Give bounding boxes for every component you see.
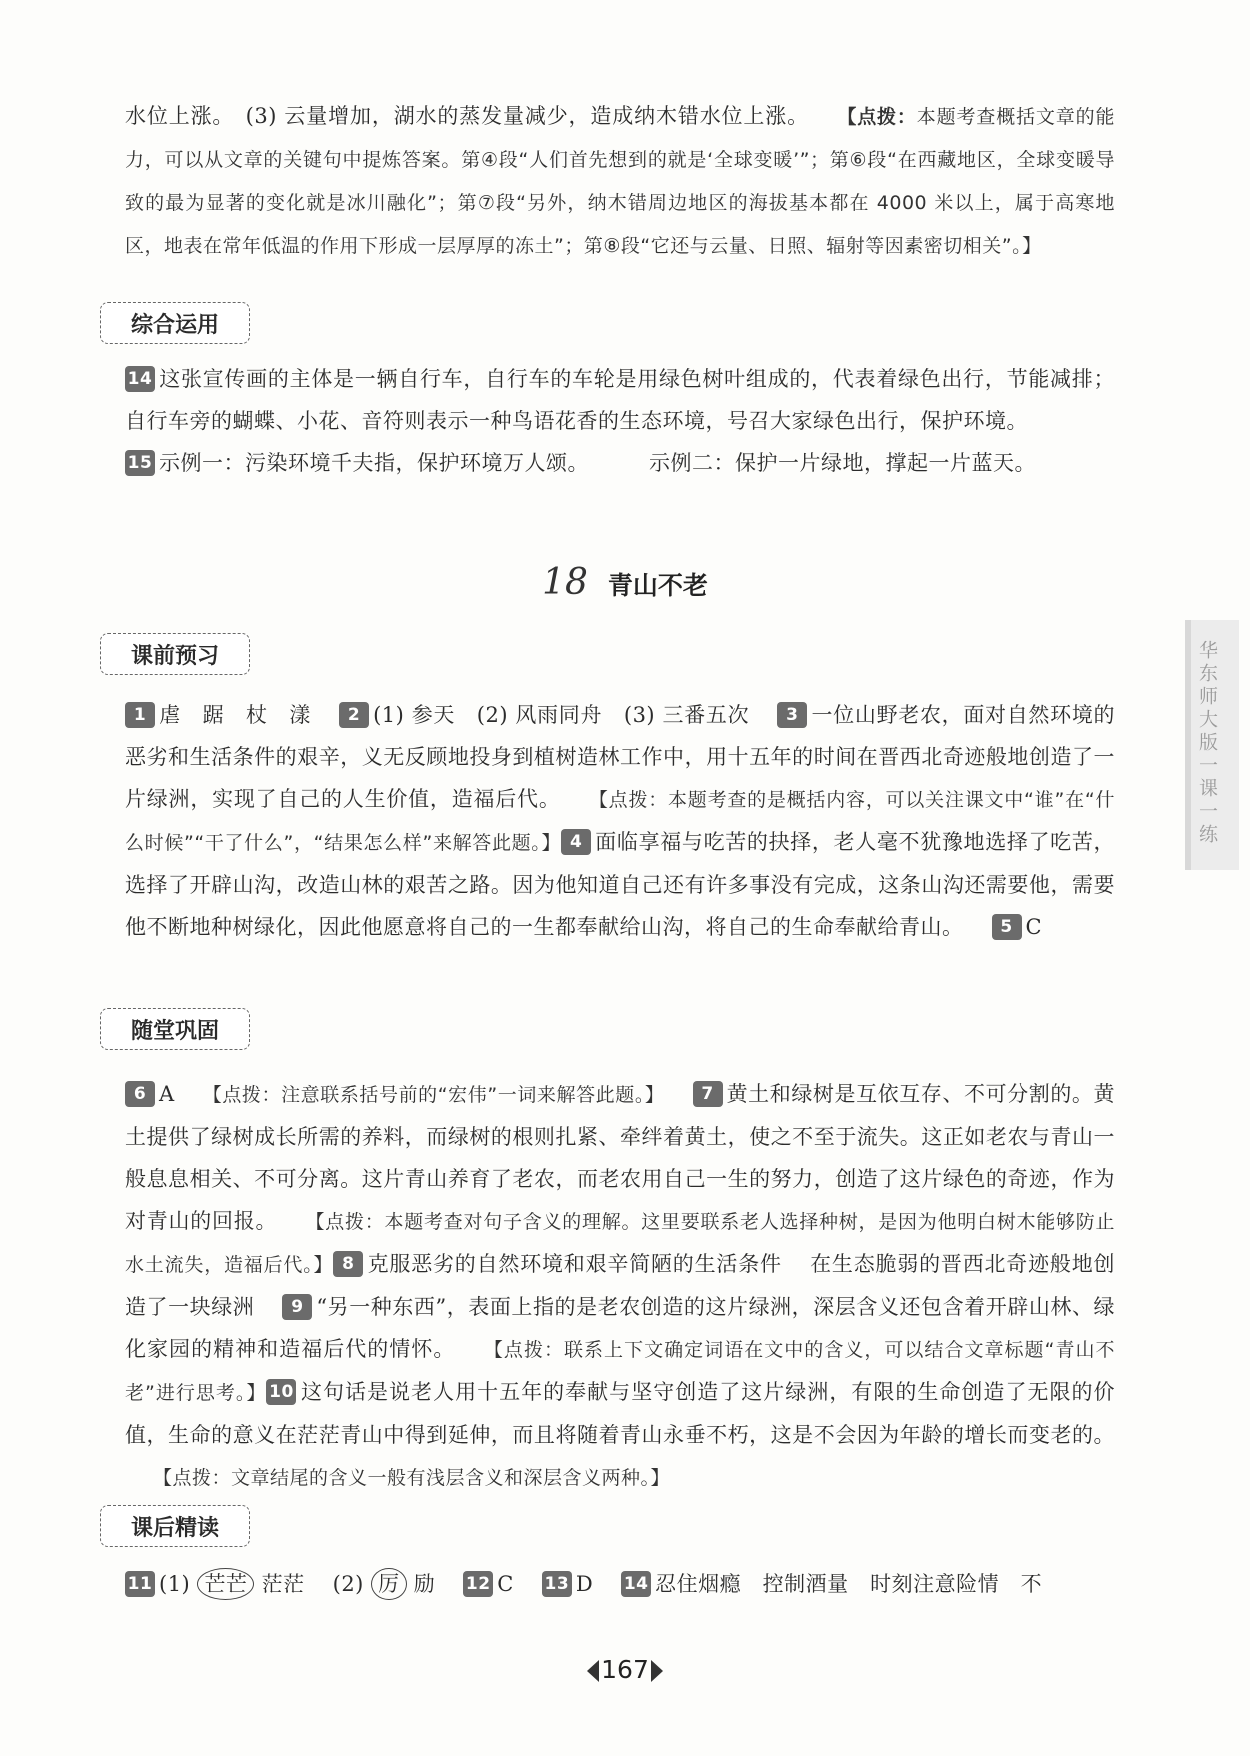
question-number: 10 (266, 1379, 296, 1405)
answer-text: 励 (413, 1572, 436, 1596)
circled-wrong-char: 厉 (371, 1568, 407, 1600)
note-text: 【点拨：文章结尾的含义一般有浅层含义和深层含义两种。】 (153, 1467, 671, 1489)
answer-text: 在生态脆弱的晋西北奇迹般地创造了一块绿洲 (125, 1252, 1115, 1319)
section-keqian (125, 694, 1115, 948)
page-number (0, 1655, 1250, 1684)
answer-text: 一位山野老农，面对自然环境的恶劣和生活条件的艰辛，义无反顾地投身到植树造林工作中，用十五年的时间在晋西北奇迹般地创造了一片绿洲，实现了自己的人生价值，造福后代。 (125, 703, 1116, 811)
answer-text: 这句话是说老人用十五年的奉献与坚守创造了这片绿洲，有限的生命创造了无限的价值，生命的意义在茫茫青山中得到延伸，而且将随着青山永垂不朽，这是不会因为年龄的增长而变老的。 (125, 1380, 1116, 1447)
question-number: 1 (125, 702, 155, 728)
answer-paragraph (125, 694, 1115, 948)
section-label-kehou: 课后精读 (100, 1505, 250, 1547)
answer-text: C (497, 1572, 514, 1596)
answer-paragraph (125, 95, 1115, 267)
question-number: 4 (561, 829, 591, 855)
answer-text: 水位上涨。 (3) 云量增加，湖水的蒸发量减少，造成纳木错水位上涨。 (125, 104, 809, 128)
question-number: 14 (621, 1571, 651, 1597)
section-suitang (125, 1073, 1115, 1499)
section-label-keqian: 课前预习 (100, 633, 250, 675)
page-number-text: 167 (601, 1655, 649, 1684)
section-label-suitang: 随堂巩固 (100, 1008, 250, 1050)
answer-text: 忍住烟瘾 控制酒量 时刻注意险情 不 (655, 1572, 1043, 1596)
right-arrow-icon (651, 1660, 663, 1682)
answer-text: 虐 踞 杖 漾 (159, 703, 312, 727)
question-number: 6 (125, 1081, 155, 1107)
note-text: 【点拨：注意联系括号前的“宏伟”一词来解答此题。】 (202, 1084, 665, 1106)
section-kehou (125, 1563, 1115, 1605)
note-text: 本题考查概括文章的能力，可以从文章的关键句中提炼答案。第④段“人们首先想到的就是‘全球变暖’”；第⑥段“在西藏地区，全球变暖导致的最为显著的变化就是冰川融化”；第⑦段“另外，纳木错周边地区的海拔基本都在 4000 米以上，属于高寒地区，地表在常年低温的作用下形成一层厚厚的冻土”；第⑧段“它还与云量、日照、辐射等因素密切相关”。】 (125, 106, 1115, 257)
section-label-zonghe: 综合运用 (100, 302, 250, 344)
answer-text: D (575, 1572, 594, 1596)
answer-text: “另一种东西”，表面上指的是老农创造的这片绿洲，深层含义还包含着开辟山林、绿化家园的精神和造福后代的情怀。 (125, 1295, 1116, 1361)
answer-text: (2) (332, 1572, 364, 1596)
question-number: 5 (992, 914, 1022, 940)
lesson-title (0, 562, 1250, 612)
circled-wrong-char: 芒芒 (197, 1568, 254, 1600)
question-number: 7 (693, 1081, 723, 1107)
question-number: 2 (339, 702, 369, 728)
answer-paragraph (125, 1073, 1115, 1499)
answer-text: 面临享福与吃苦的抉择，老人毫不犹豫地选择了吃苦，选择了开辟山沟，改造山林的艰苦之路。因为他知道自己还有许多事没有完成，这条山沟还需要他，需要他不断地种树绿化，因此他愿意将自己的一生都奉献给山沟，将自己的生命奉献给青山。 (125, 830, 1115, 939)
question-number: 3 (777, 702, 807, 728)
top-continuation (125, 95, 1115, 267)
answer-paragraph (125, 1563, 1115, 1605)
note-text: 【点拨：本题考查对句子含义的理解。这里要联系老人选择种树，是因为他明白树木能够防止水土流失，造福后代。】 (125, 1211, 1115, 1276)
question-number: 9 (282, 1294, 312, 1320)
note-text: 【点拨：本题考查的是概括内容，可以关注课文中“谁”在“什么时候”“干了什么”，“结果怎么样”来解答此题。】 (125, 789, 1115, 854)
answer-text: 茫茫 (261, 1572, 305, 1596)
answer-text: (1) (159, 1572, 191, 1596)
lesson-title-text: 青山不老 (607, 571, 708, 600)
answer-text: 黄土和绿树是互依互存、不可分割的。黄土提供了绿树成长所需的养料，而绿树的根则扎紧、牵绊着黄土，使之不至于流失。这正如老农与青山一般息息相关、不可分离。这片青山养育了老农，而老农用自己一生的努力，创造了这片绿色的奇迹，作为对青山的回报。 (125, 1082, 1115, 1233)
answer-text: 示例二：保护一片绿地，撑起一片蓝天。 (649, 451, 1036, 475)
side-label: 华东师大版一课一练 (1196, 640, 1218, 847)
answer-text: 克服恶劣的自然环境和艰辛简陋的生活条件 (367, 1252, 782, 1276)
answer-text: A (159, 1082, 175, 1106)
question-number: 8 (333, 1251, 363, 1277)
answer-paragraph (125, 358, 1115, 442)
question-number: 15 (125, 450, 155, 476)
answer-text: (1) 参天 (2) 风雨同舟 (3) 三番五次 (373, 703, 750, 727)
answer-text: C (1025, 915, 1043, 939)
note-text: 【点拨：联系上下文确定词语在文中的含义，可以结合文章标题“青山不老”进行思考。】 (125, 1339, 1115, 1404)
question-number: 14 (125, 366, 155, 392)
note-label: 【点拨： (836, 106, 917, 128)
answer-text: 示例一：污染环境千夫指，保护环境万人颂。 (159, 451, 589, 475)
section-zonghe (125, 358, 1115, 484)
left-arrow-icon (587, 1660, 599, 1682)
question-number: 12 (463, 1571, 493, 1597)
lesson-number: 18 (542, 562, 588, 603)
answer-text: 这张宣传画的主体是一辆自行车，自行车的车轮是用绿色树叶组成的，代表着绿色出行，节能减排；自行车旁的蝴蝶、小花、音符则表示一种鸟语花香的生态环境，号召大家绿色出行，保护环境。 (125, 367, 1115, 433)
answer-paragraph (125, 442, 1115, 484)
question-number: 13 (542, 1571, 572, 1597)
question-number: 11 (125, 1571, 155, 1597)
